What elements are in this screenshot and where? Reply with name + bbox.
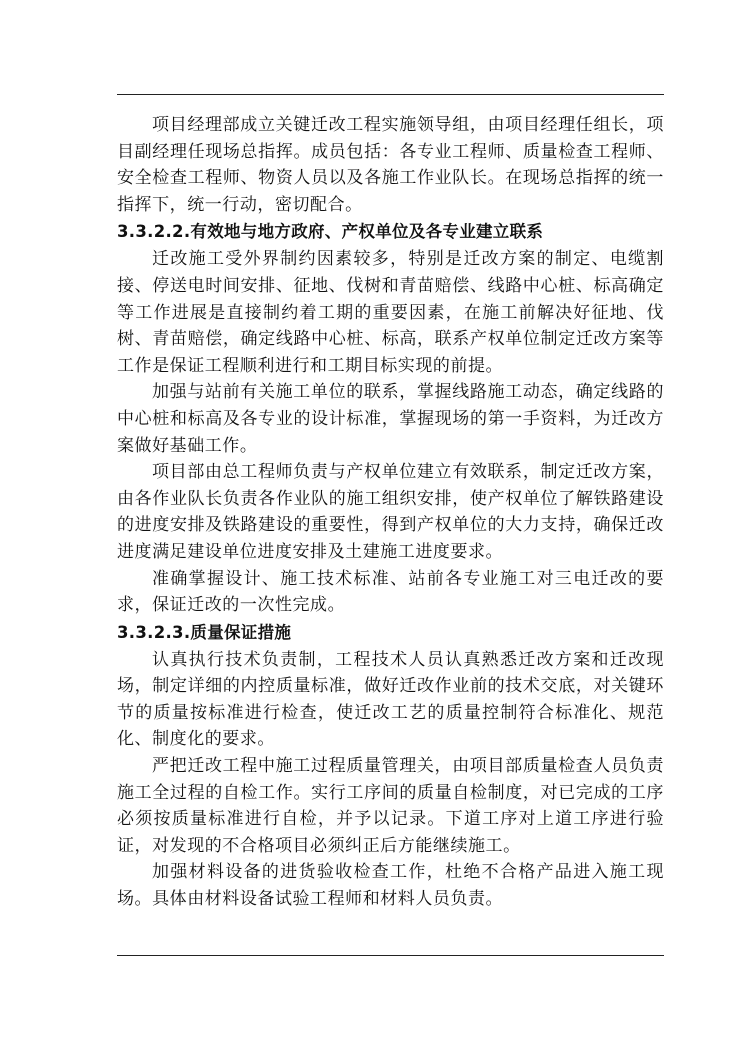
paragraph-leadership-group: 项目经理部成立关键迁改工程实施领导组，由项目经理任组长，项目副经理任现场总指挥。成员包括：各专业工程师、质量检查工程师、安全检查工程师、物资人员以及各施工作业队长。在现场总指挥的统一指挥下，统一行动，密切配合。	[117, 115, 664, 215]
paragraph-process-quality: 严把迁改工程中施工过程质量管理关，由项目部质量检查人员负责施工全过程的自检工作。实行工序间的质量自检制度，对已完成的工序必须按质量标准进行自检，并予以记录。下道工序对上道工序进行验证，对发现的不合格项目必须纠正后方能继续施工。	[117, 756, 664, 856]
paragraph-property-owner-liaison: 项目部由总工程师负责与产权单位建立有效联系，制定迁改方案，由各作业队长负责各作业队的施工组织安排，使产权单位了解铁路建设的进度安排及铁路建设的重要性，得到产权单位的大力支持，确保迁改进度满足建设单位进度安排及土建施工进度要求。	[117, 462, 664, 562]
section-heading-liaison: 3.3.2.2.有效地与地方政府、产权单位及各专业建立联系	[117, 222, 544, 242]
paragraph-external-constraints: 迁改施工受外界制约因素较多，特别是迁改方案的制定、电缆割接、停送电时间安排、征地、伐树和青苗赔偿、线路中心桩、标高确定等工作进展是直接制约着工期的重要因素，在施工前解决好征地、伐树、青苗赔偿，确定线路中心桩、标高，联系产权单位制定迁改方案等工作是保证工程顺利进行和工期目标实现的前提。	[117, 249, 664, 376]
paragraph-station-liaison: 加强与站前有关施工单位的联系，掌握线路施工动态，确定线路的中心桩和标高及各专业的设计标准，掌握现场的第一手资料，为迁改方案做好基础工作。	[117, 382, 664, 456]
section-heading-quality: 3.3.2.3.质量保证措施	[117, 622, 292, 642]
page-body	[117, 112, 664, 913]
footer-rule	[117, 955, 664, 956]
header-rule	[117, 94, 664, 95]
paragraph-material-inspection: 加强材料设备的进货验收检查工作，杜绝不合格产品进入施工现场。具体由材料设备试验工程师和材料人员负责。	[117, 862, 664, 910]
paragraph-technical-standards: 准确掌握设计、施工技术标准、站前各专业施工对三电迁改的要求，保证迁改的一次性完成。	[117, 568, 664, 616]
paragraph-technical-responsibility: 认真执行技术负责制，工程技术人员认真熟悉迁改方案和迁改现场，制定详细的内控质量标准，做好迁改作业前的技术交底，对关键环节的质量按标准进行检查，使迁改工艺的质量控制符合标准化、规范化、制度化的要求。	[117, 649, 664, 750]
